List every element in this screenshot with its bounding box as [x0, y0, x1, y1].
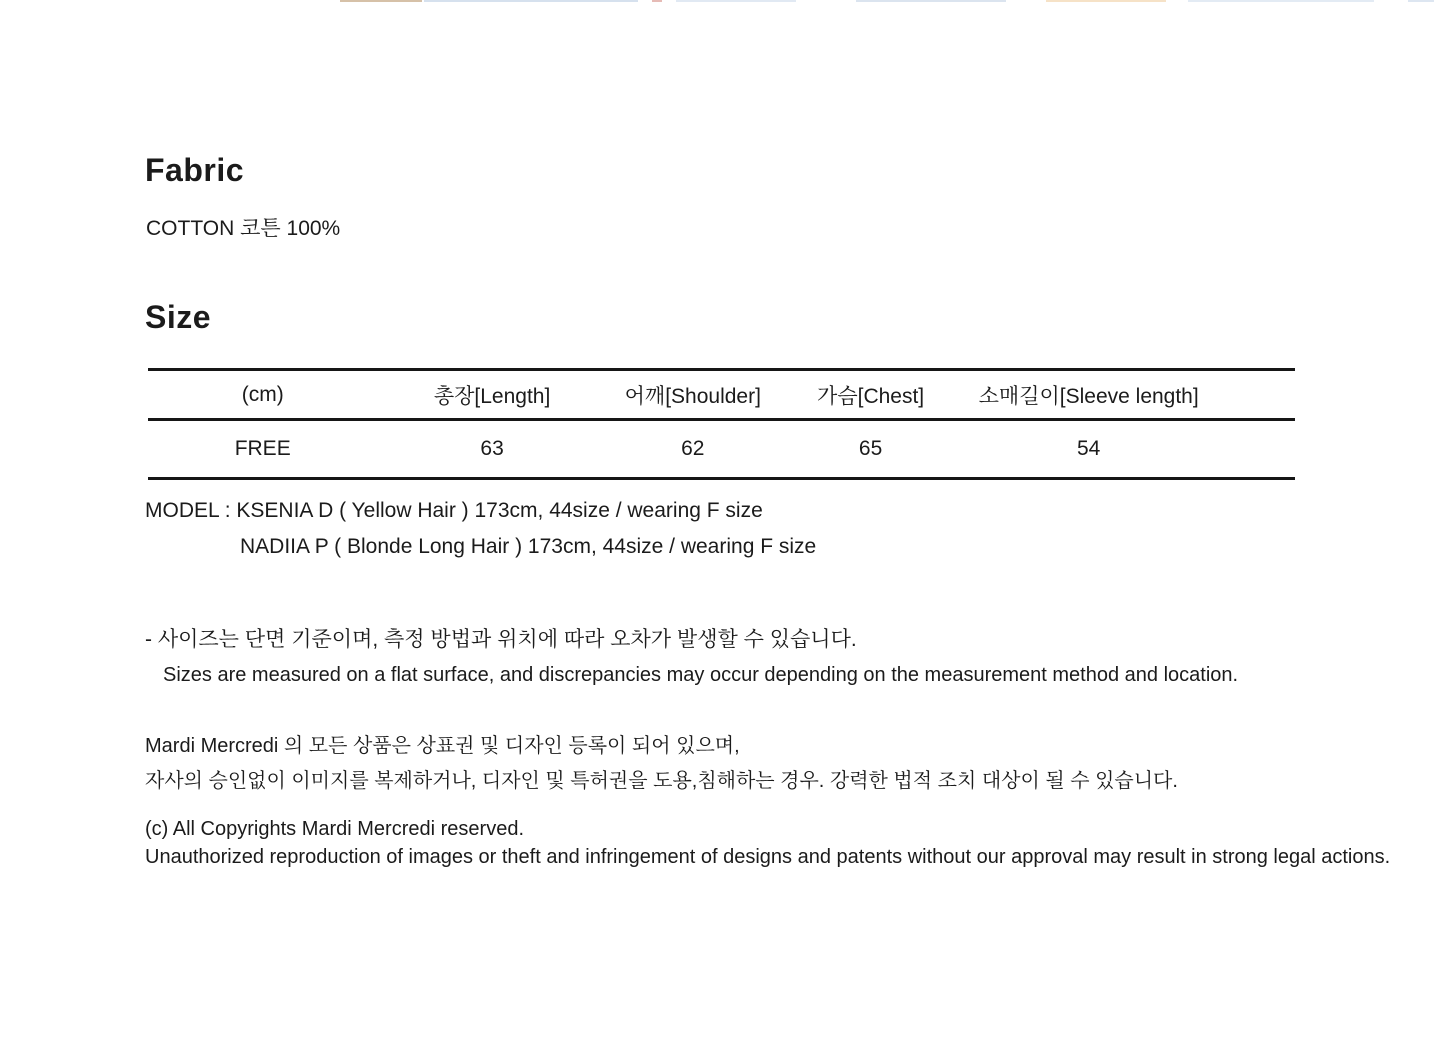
fabric-heading: Fabric: [145, 152, 245, 188]
measurement-note-korean: - 사이즈는 단면 기준이며, 측정 방법과 위치에 따라 오차가 발생할 수 있습니다.: [145, 628, 857, 651]
top-edge-fragment: [652, 0, 662, 2]
fabric-composition: COTTON 코튼 100%: [146, 217, 341, 240]
size-table-row-free: [148, 420, 1295, 479]
legal-note-korean-line-1: Mardi Mercredi 의 모든 상품은 상표권 및 디자인 등록이 되어 있으며,: [145, 735, 740, 757]
size-table-header-row: [148, 370, 1295, 420]
size-label: FREE: [234, 437, 291, 460]
size-table-header-sleeve-length: 소매길이[Sleeve length]: [978, 384, 1199, 408]
top-edge-fragment: [340, 0, 422, 2]
size-table-header-chest: 가슴[Chest]: [817, 384, 925, 408]
size-table-header-shoulder: 어깨[Shoulder]: [624, 384, 761, 408]
size-table-header-length: 총장[Length]: [433, 384, 551, 408]
top-edge-fragment: [1188, 0, 1374, 2]
top-edge-fragment: [676, 0, 796, 2]
size-heading: Size: [145, 299, 212, 335]
model-info-line-1: MODEL : KSENIA D ( Yellow Hair ) 173cm, 44size / wearing F size: [145, 499, 763, 522]
size-value-sleeve-length: 54: [1076, 437, 1101, 460]
legal-note-korean-line-2: 자사의 승인없이 이미지를 복제하거나, 디자인 및 특허권을 도용,침해하는 경우. 강력한 법적 조치 대상이 될 수 있습니다.: [145, 770, 1178, 792]
top-edge-fragment: [1046, 0, 1166, 2]
legal-note-english: Unauthorized reproduction of images or theft and infringement of designs and patents without our approval may result in strong legal actions.: [145, 846, 1391, 868]
top-edge-fragment: [424, 0, 638, 2]
measurement-note-english: Sizes are measured on a flat surface, and discrepancies may occur depending on the measurement method and location.: [163, 664, 1239, 686]
size-value-chest: 65: [858, 437, 883, 460]
top-edge-artifacts: [0, 0, 1442, 3]
size-table: [148, 368, 1295, 480]
top-edge-fragment: [856, 0, 1006, 2]
model-info-line-2: NADIIA P ( Blonde Long Hair ) 173cm, 44size / wearing F size: [240, 535, 817, 558]
copyright-line: (c) All Copyrights Mardi Mercredi reserved.: [145, 818, 524, 840]
size-value-shoulder: 62: [681, 437, 705, 460]
top-edge-fragment: [1408, 0, 1434, 2]
size-value-length: 63: [480, 437, 504, 460]
size-table-header-unit: (cm): [241, 382, 284, 406]
